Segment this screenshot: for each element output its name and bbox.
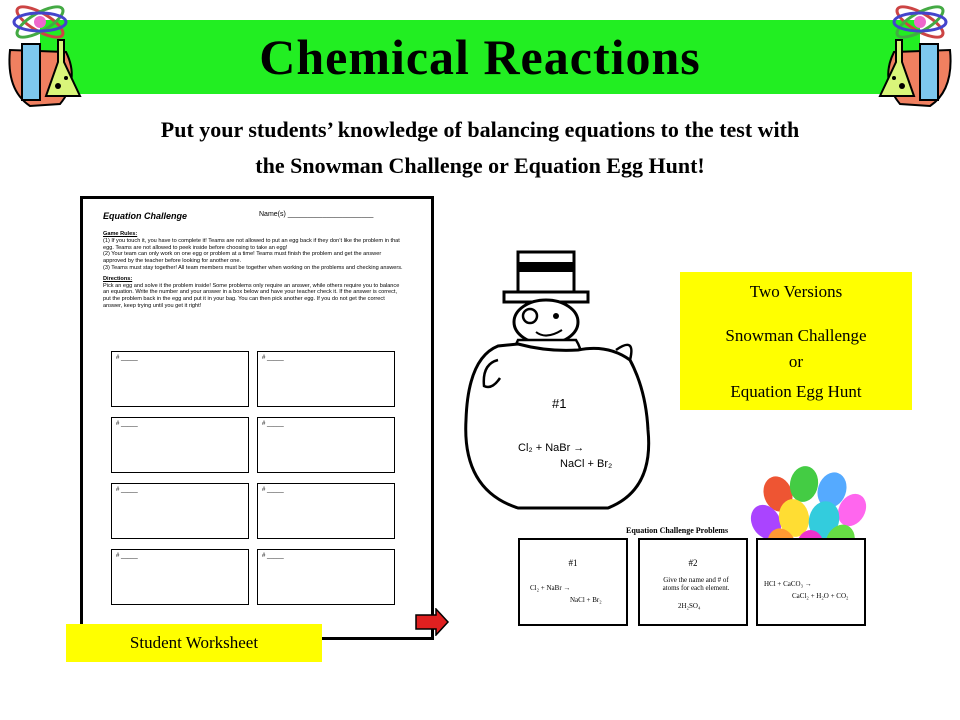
worksheet-name-field: Name(s) ______________________	[259, 211, 374, 218]
answer-box	[111, 417, 249, 473]
answer-box	[257, 351, 395, 407]
arrow-right-icon	[414, 608, 450, 636]
snowman-problem-number: #1	[552, 396, 567, 411]
answer-box-label: # _____	[262, 553, 284, 559]
snowman-equation-left: Cl₂ + NaBr →	[518, 442, 585, 454]
problem-card	[518, 538, 628, 626]
answer-box	[257, 483, 395, 539]
answer-box-label: # _____	[262, 421, 284, 427]
problem-number: #2	[688, 558, 698, 568]
subtitle-line-2: the Snowman Challenge or Equation Egg Hunt!	[255, 153, 705, 178]
answer-box	[111, 549, 249, 605]
worksheet-image	[80, 196, 434, 640]
problem-text: Give the name and # of atoms for each element.	[662, 576, 730, 592]
answer-box	[111, 351, 249, 407]
problem-card	[638, 538, 748, 626]
answer-box-label: # _____	[262, 487, 284, 493]
rule-1: (1) If you touch it, you have to complete it! Teams are not allowed to put an egg back if they don’t like the problem in that egg. Teams are not allowed to peek inside before choosing to take an egg!	[103, 237, 400, 251]
directions-text: Pick an egg and solve it the problem inside! Some problems only require an answer, while others require you to balance an equation. Write the number and your answer in a box below and have your teacher check it. If the answer is correct, put the problem back in the egg and put it in your bag. You can then pick another egg. If you do not get the correct answer, keep trying until you get it right!	[103, 282, 400, 309]
snowman-illustration	[458, 240, 658, 520]
problem-card	[756, 538, 866, 626]
problem-answer: 2H₂SO₄	[678, 602, 701, 610]
version-snowman: Snowman Challenge	[725, 326, 867, 345]
answer-box-label: # _____	[116, 487, 138, 493]
subtitle	[30, 112, 930, 184]
answer-box	[111, 483, 249, 539]
answer-box	[257, 417, 395, 473]
problem-text: HCl + CaCO₃ →	[764, 580, 812, 588]
rules-heading: Game Rules:	[103, 231, 138, 237]
problem-answer: CaCl₂ + H₂O + CO₂	[792, 592, 849, 600]
problem-text: Cl₂ + NaBr →	[530, 584, 571, 592]
student-worksheet-label: Student Worksheet	[66, 624, 322, 662]
version-or: or	[788, 352, 804, 371]
science-flasks-icon	[0, 0, 110, 112]
worksheet-title: Equation Challenge	[103, 211, 188, 221]
answer-box-label: # _____	[262, 355, 284, 361]
problems-title: Equation Challenge Problems	[626, 526, 729, 535]
versions-heading: Two Versions	[749, 282, 843, 301]
directions-heading: Directions:	[103, 275, 133, 282]
rule-3: (3) Teams must stay together! All team members must be together when working on the problems and checking answers.	[103, 264, 403, 271]
problem-number: #1	[568, 558, 578, 568]
rule-2: (2) Your team can only work on one egg or problem at a time! Teams must finish the problem and get the answer approved by the teacher before looking for another one.	[103, 251, 382, 265]
problem-answer: NaCl + Br₂	[570, 596, 602, 604]
answer-box	[257, 549, 395, 605]
version-egg-hunt: Equation Egg Hunt	[730, 382, 862, 401]
answer-box-label: # _____	[116, 355, 138, 361]
science-flasks-icon	[850, 0, 960, 112]
snowman-equation-right: NaCl + Br₂	[560, 458, 613, 470]
answer-box-label: # _____	[116, 553, 138, 559]
page-title: Chemical Reactions	[259, 29, 701, 85]
subtitle-line-1: Put your students’ knowledge of balancing equations to the test with	[160, 117, 800, 142]
two-versions-callout	[680, 272, 912, 410]
answer-box-label: # _____	[116, 421, 138, 427]
worksheet-body	[103, 231, 403, 310]
